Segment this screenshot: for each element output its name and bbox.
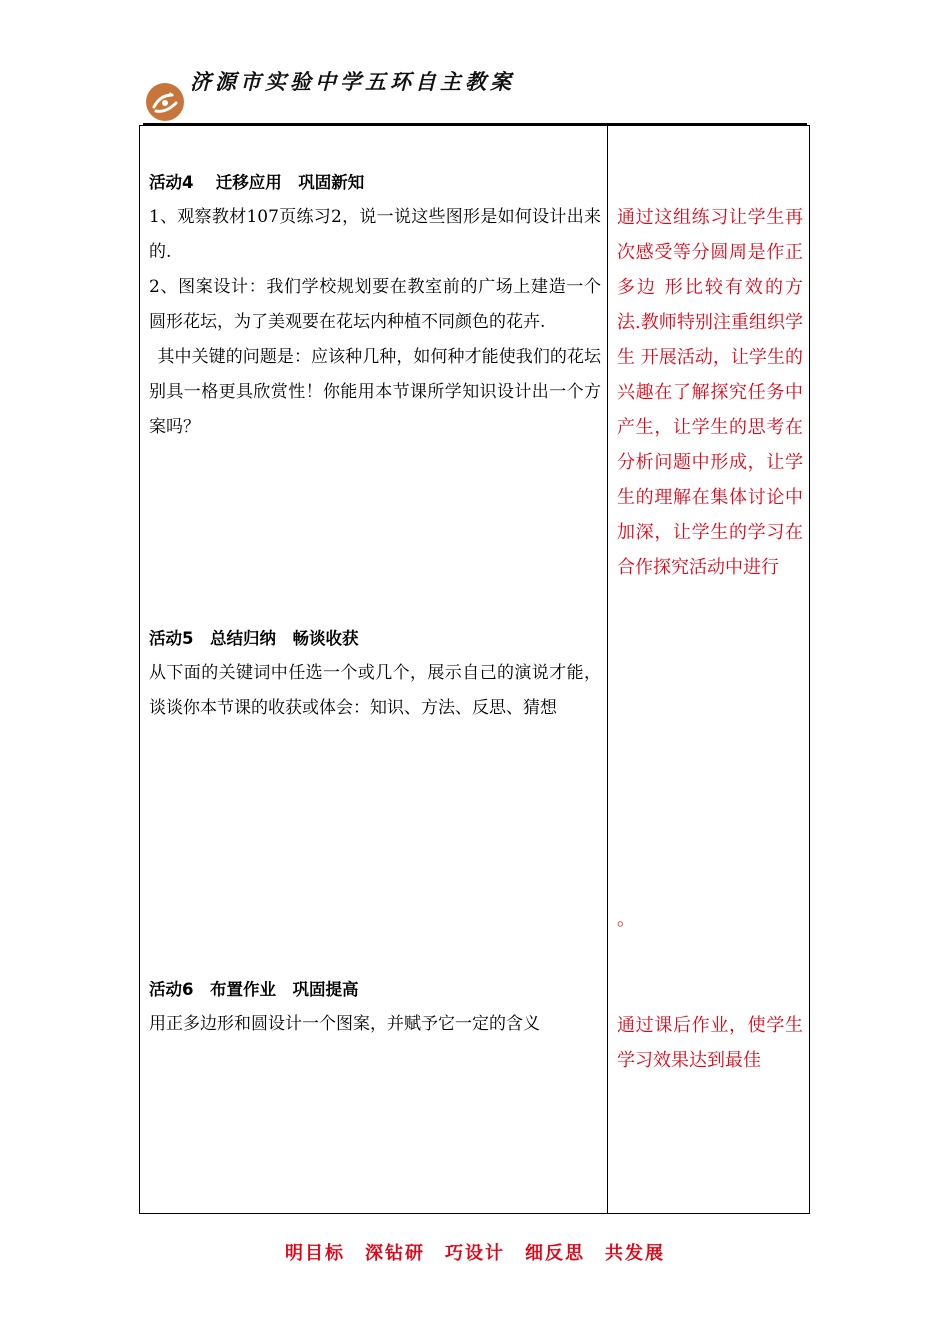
activity-5-text: 从下面的关键词中任选一个或几个，展示自己的演说才能，谈谈你本节课的收获或体会：知识、方法、反思、猜想 xyxy=(149,663,601,718)
school-title: 济源市实验中学五环自主教案 xyxy=(190,69,515,94)
activity-6-heading: 活动6 布置作业 巩固提高 xyxy=(149,980,359,999)
activity-6-text: 用正多边形和圆设计一个图案，并赋予它一定的含义 xyxy=(149,1014,540,1034)
teaching-note-2: 通过课后作业，使学生学习效果达到最佳 xyxy=(617,1015,803,1071)
teaching-note-dot: 。 xyxy=(617,909,635,930)
activity-6-section xyxy=(149,972,601,1042)
activity-4-item-2: 2、图案设计：我们学校规划要在教室前的广场上建造一个圆形花坛，为了美观要在花坛内种植不同颜色的花卉. xyxy=(149,277,601,332)
activity-5-section xyxy=(149,621,601,726)
activity-4-item-1: 1、观察教材107页练习2，说一说这些图形是如何设计出来的. xyxy=(149,207,601,262)
footer-motto: 明目标 深钻研 巧设计 细反思 共发展 xyxy=(285,1243,665,1264)
activity-5-heading: 活动5 总结归纳 畅谈收获 xyxy=(149,629,359,648)
activity-4-section xyxy=(149,165,601,445)
teaching-note-1: 通过这组练习让学生再次感受等分圆周是作正多边 形比较有效的方法.教师特别注重组织学生 开展活动，让学生的兴趣在了解探究任务中产生，让学生的思考在分析问题中形成，让学生的理解在集体讨论中加深，让学生的学习在合作探究活动中进行 xyxy=(617,207,803,578)
activity-4-heading: 活动4 迁移应用 巩固新知 xyxy=(149,173,365,192)
school-logo-icon xyxy=(146,83,184,121)
activity-4-question: 其中关键的问题是：应该种几种，如何种才能使我们的花坛别具一格更具欣赏性！你能用本节课所学知识设计出一个方案吗？ xyxy=(149,347,601,437)
column-divider xyxy=(607,125,608,1214)
